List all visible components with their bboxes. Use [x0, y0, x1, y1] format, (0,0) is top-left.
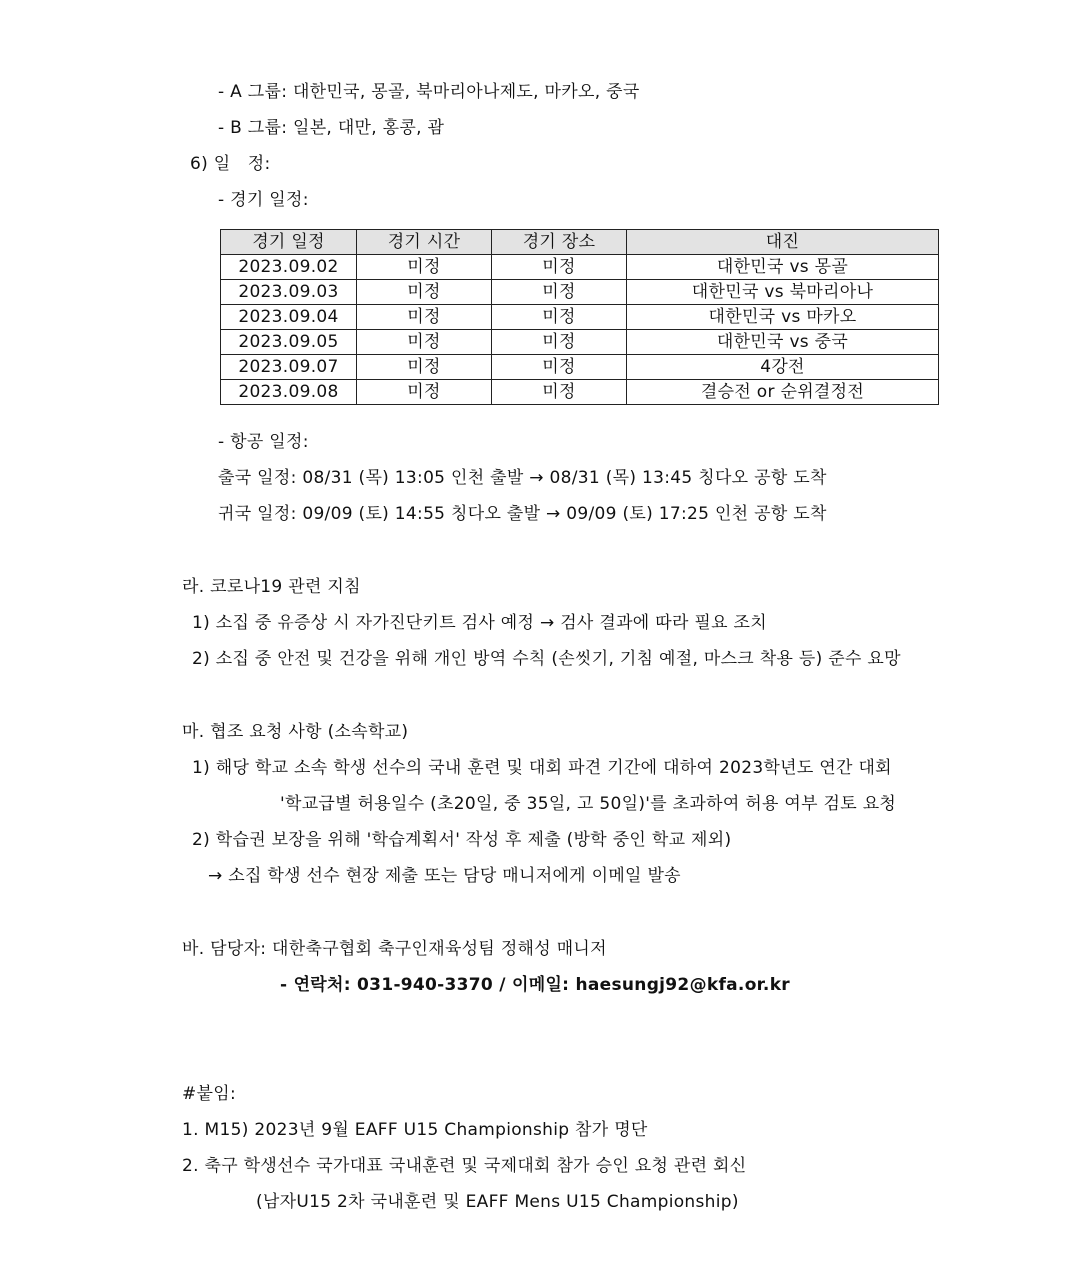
covid-item-2: 2) 소집 중 안전 및 건강을 위해 개인 방역 수칙 (손씻기, 기침 예절, 마스크 착용 등) 준수 요망 [192, 649, 901, 669]
flight-return: 귀국 일정: 09/09 (토) 14:55 칭다오 출발 → 09/09 (토) 17:25 인천 공항 도착 [218, 504, 827, 524]
cell-time: 미정 [357, 255, 492, 280]
cell-date: 2023.09.04 [221, 305, 357, 330]
cell-date: 2023.09.03 [221, 280, 357, 305]
cell-venue: 미정 [492, 330, 627, 355]
table-row [221, 255, 939, 280]
header-venue: 경기 장소 [492, 230, 627, 255]
match-schedule-label: - 경기 일정: [218, 190, 309, 210]
flight-departure: 출국 일정: 08/31 (목) 13:05 인천 출발 → 08/31 (목) 13:45 칭다오 공항 도착 [218, 468, 827, 488]
cell-date: 2023.09.02 [221, 255, 357, 280]
covid-heading: 라. 코로나19 관련 지침 [182, 577, 361, 597]
cell-matchup: 대한민국 vs 몽골 [627, 255, 939, 280]
table-row [221, 280, 939, 305]
header-date: 경기 일정 [221, 230, 357, 255]
header-matchup: 대진 [627, 230, 939, 255]
attachment-item-1: 1. M15) 2023년 9월 EAFF U15 Championship 참가 명단 [182, 1120, 648, 1140]
cell-matchup: 대한민국 vs 북마리아나 [627, 280, 939, 305]
cooperation-item-1-cont: '학교급별 허용일수 (초20일, 중 35일, 고 50일)'를 초과하여 허용 여부 검토 요청 [280, 794, 897, 814]
table-header-row [221, 230, 939, 255]
cell-matchup: 대한민국 vs 마카오 [627, 305, 939, 330]
contact-heading: 바. 담당자: 대한축구협회 축구인재육성팀 정해성 매니저 [182, 939, 607, 959]
schedule-heading: 6) 일 정: [190, 154, 271, 174]
group-b-line: - B 그룹: 일본, 대만, 홍콩, 괌 [218, 118, 445, 138]
cooperation-item-1: 1) 해당 학교 소속 학생 선수의 국내 훈련 및 대회 파견 기간에 대하여 2023학년도 연간 대회 [192, 758, 892, 778]
cell-matchup: 대한민국 vs 중국 [627, 330, 939, 355]
cell-venue: 미정 [492, 355, 627, 380]
covid-item-1: 1) 소집 중 유증상 시 자가진단키트 검사 예정 → 검사 결과에 따라 필요 조치 [192, 613, 767, 633]
attachment-item-2: 2. 축구 학생선수 국가대표 국내훈련 및 국제대회 참가 승인 요청 관련 회신 [182, 1156, 747, 1176]
cooperation-item-2-cont: → 소집 학생 선수 현장 제출 또는 담당 매니저에게 이메일 발송 [208, 866, 681, 886]
group-a-line: - A 그룹: 대한민국, 몽골, 북마리아나제도, 마카오, 중국 [218, 82, 640, 102]
cell-date: 2023.09.07 [221, 355, 357, 380]
cell-time: 미정 [357, 280, 492, 305]
cell-time: 미정 [357, 380, 492, 405]
flight-label: - 항공 일정: [218, 432, 309, 452]
table-row [221, 330, 939, 355]
attachments-heading: #붙임: [182, 1084, 237, 1104]
cell-date: 2023.09.05 [221, 330, 357, 355]
contact-detail: - 연락처: 031-940-3370 / 이메일: haesungj92@kfa.or.kr [280, 975, 790, 995]
cell-time: 미정 [357, 330, 492, 355]
cell-venue: 미정 [492, 380, 627, 405]
cell-time: 미정 [357, 355, 492, 380]
cell-matchup: 결승전 or 순위결정전 [627, 380, 939, 405]
cell-venue: 미정 [492, 255, 627, 280]
cooperation-heading: 마. 협조 요청 사항 (소속학교) [182, 722, 409, 742]
match-schedule-table [220, 229, 939, 405]
table-row [221, 305, 939, 330]
cooperation-item-2: 2) 학습권 보장을 위해 '학습계획서' 작성 후 제출 (방학 중인 학교 제외) [192, 830, 732, 850]
cell-venue: 미정 [492, 305, 627, 330]
cell-date: 2023.09.08 [221, 380, 357, 405]
attachment-item-2-cont: (남자U15 2차 국내훈련 및 EAFF Mens U15 Championship) [256, 1192, 739, 1212]
cell-matchup: 4강전 [627, 355, 939, 380]
cell-venue: 미정 [492, 280, 627, 305]
cell-time: 미정 [357, 305, 492, 330]
table-row [221, 355, 939, 380]
header-time: 경기 시간 [357, 230, 492, 255]
table-row [221, 380, 939, 405]
